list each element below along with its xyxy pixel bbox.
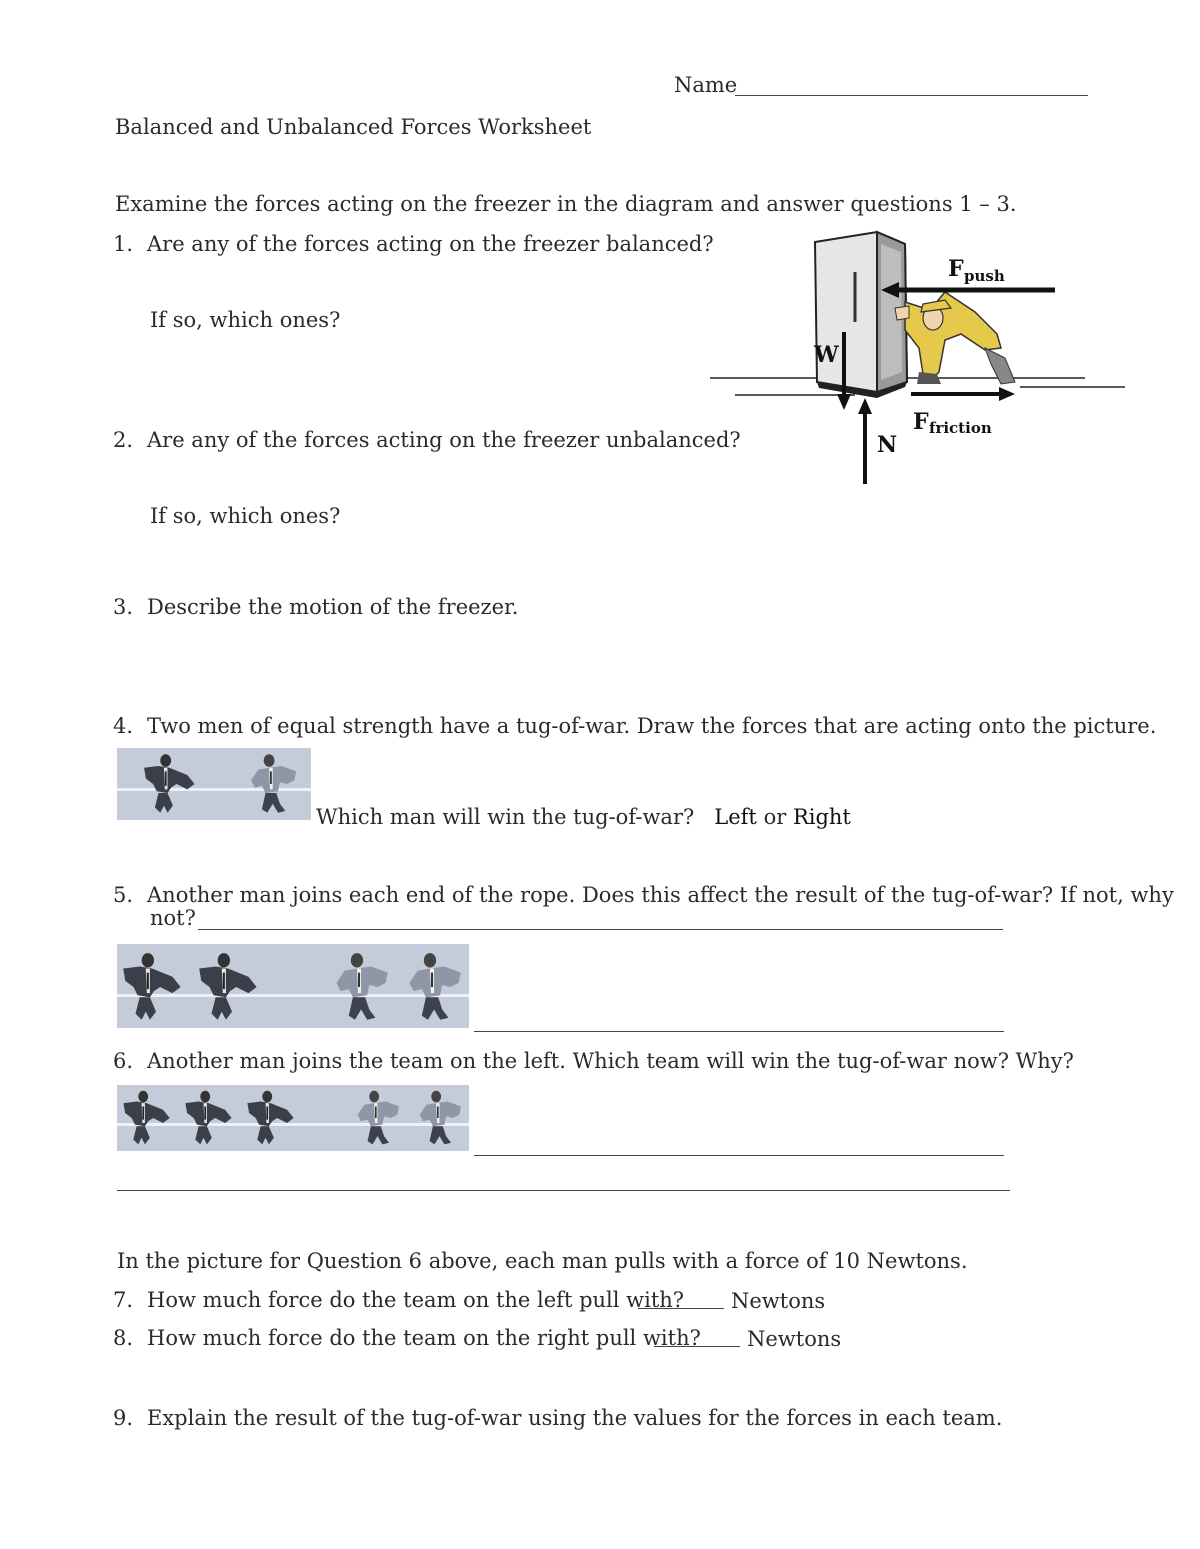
question-8-answer-blank[interactable] — [654, 1346, 740, 1347]
question-number: 7. — [113, 1288, 134, 1312]
question-4-followup — [316, 804, 851, 830]
question-6-answer-line-2[interactable] — [117, 1190, 1010, 1191]
question-2 — [113, 427, 741, 453]
right-man-image — [322, 946, 394, 1028]
friction-label-sub: friction — [929, 419, 992, 437]
choice-or: or — [763, 805, 787, 829]
question-8 — [113, 1325, 701, 1351]
question-number: 5. — [113, 883, 134, 907]
question-6 — [113, 1048, 1074, 1074]
section-note: In the picture for Question 6 above, each man pulls with a force of 10 Newtons. — [117, 1249, 968, 1273]
question-number: 9. — [113, 1406, 134, 1430]
weight-label: W — [814, 342, 839, 368]
question-4 — [113, 713, 1156, 739]
left-man-image — [119, 946, 191, 1028]
question-7 — [113, 1287, 684, 1313]
worksheet-title: Balanced and Unbalanced Forces Worksheet — [115, 115, 592, 139]
question-text: How much force do the team on the right pull with? — [147, 1326, 701, 1350]
question-5-cont: not? — [150, 906, 196, 930]
normal-arrowhead — [858, 398, 872, 414]
intro-instruction: Examine the forces acting on the freezer in the diagram and answer questions 1 – 3. — [115, 192, 1017, 216]
right-man-image — [235, 748, 305, 820]
question-1 — [113, 231, 714, 257]
question-9 — [113, 1405, 1002, 1431]
question-text: Explain the result of the tug-of-war using the values for the forces in each team. — [147, 1406, 1003, 1430]
question-number: 3. — [113, 595, 134, 619]
question-number: 4. — [113, 714, 134, 738]
friction-label-f: F — [913, 409, 929, 435]
question-7-answer-blank[interactable] — [638, 1308, 724, 1309]
weight-arrowhead — [837, 394, 851, 410]
question-number: 1. — [113, 232, 134, 256]
question-6-answer-line[interactable] — [474, 1155, 1004, 1156]
tug-of-war-picture-1v1 — [117, 748, 311, 820]
freezer-force-diagram — [705, 222, 1130, 492]
left-man-image — [137, 748, 207, 820]
question-text: How much force do the team on the left pull with? — [147, 1288, 685, 1312]
question-5-answer-line-2[interactable] — [474, 1031, 1004, 1032]
man-pushing-image — [895, 292, 1015, 384]
question-5 — [113, 882, 1174, 908]
question-2-followup: If so, which ones? — [150, 504, 341, 528]
question-3 — [113, 594, 518, 620]
left-man-image — [181, 1085, 241, 1151]
question-text: Describe the motion of the freezer. — [147, 595, 519, 619]
left-man-image — [119, 1085, 179, 1151]
question-8-unit: Newtons — [747, 1327, 842, 1351]
question-5-answer-line[interactable] — [198, 929, 1003, 930]
tug-of-war-picture-2v2 — [117, 944, 469, 1028]
question-text: Two men of equal strength have a tug-of-war. Draw the forces that are acting onto the picture. — [147, 714, 1157, 738]
question-text: Another man joins each end of the rope. Does this affect the result of the tug-of-war? If not, why — [147, 883, 1174, 907]
right-man-image — [407, 1085, 467, 1151]
question-1-followup: If so, which ones? — [150, 308, 341, 332]
right-man-image — [395, 946, 467, 1028]
name-label: Name — [674, 73, 738, 97]
question-text: Are any of the forces acting on the freezer unbalanced? — [147, 428, 741, 452]
name-field-line[interactable] — [735, 95, 1088, 96]
question-text: Which man will win the tug-of-war? — [316, 805, 695, 829]
choice-left[interactable]: Left — [714, 805, 757, 829]
normal-label: N — [877, 432, 898, 458]
push-label-sub: push — [964, 267, 1005, 285]
question-number: 6. — [113, 1049, 134, 1073]
push-label-f: F — [948, 256, 964, 282]
question-number: 2. — [113, 428, 134, 452]
choice-right[interactable]: Right — [792, 805, 851, 829]
question-number: 8. — [113, 1326, 134, 1350]
tug-of-war-picture-3v2 — [117, 1085, 469, 1151]
left-man-image — [195, 946, 267, 1028]
question-text: Are any of the forces acting on the freezer balanced? — [147, 232, 714, 256]
left-man-image — [243, 1085, 303, 1151]
question-7-unit: Newtons — [731, 1289, 826, 1313]
friction-arrowhead — [999, 387, 1015, 401]
question-text: Another man joins the team on the left. Which team will win the tug-of-war now? Why? — [147, 1049, 1074, 1073]
right-man-image — [345, 1085, 405, 1151]
freezer-image — [815, 232, 907, 398]
